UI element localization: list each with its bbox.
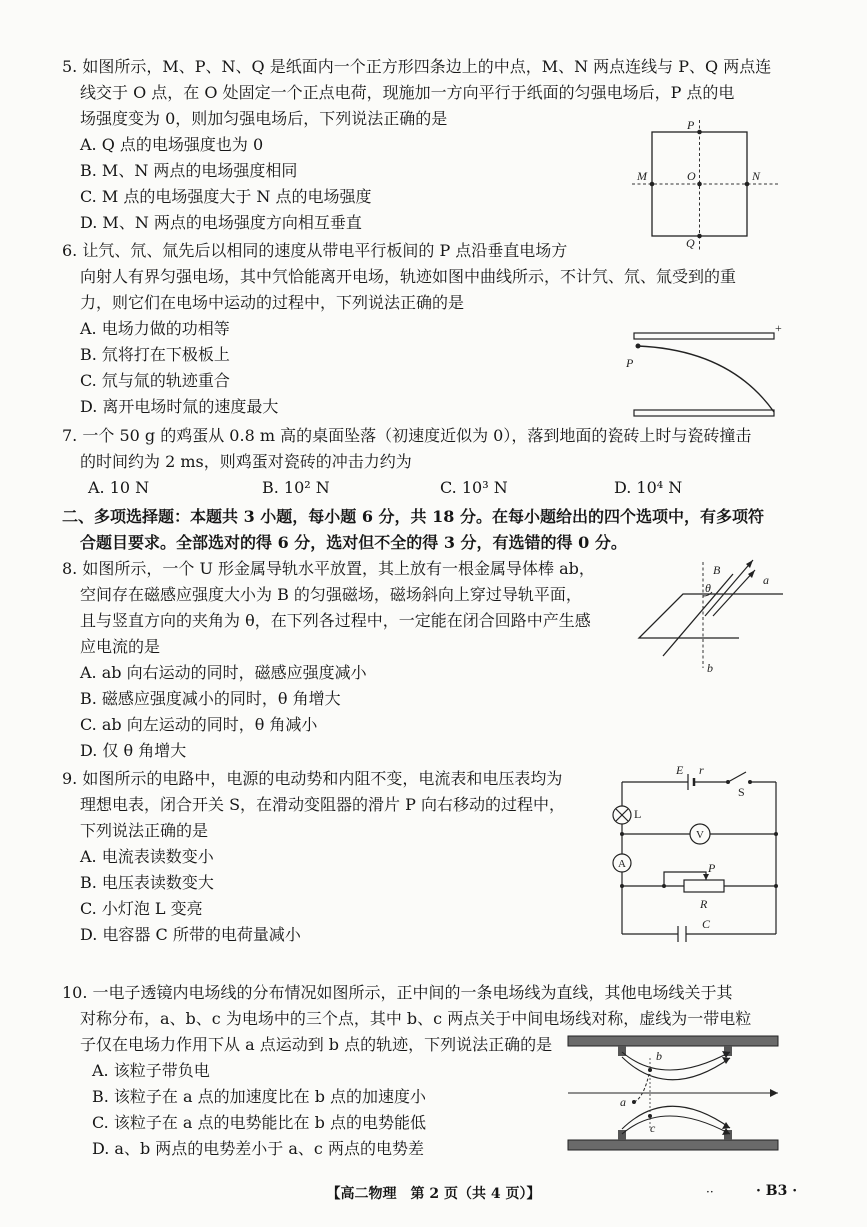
q8-stem-line-3: 且与竖直方向的夹角为 θ，在下列各过程中，一定能在闭合回路中产生感	[80, 611, 591, 630]
q7-stem-line-1: 7. 一个 50 g 的鸡蛋从 0.8 m 高的桌面坠落（初速度近似为 0），落到地面的瓷砖上时与瓷砖撞击	[62, 426, 752, 445]
q7-option-c: C. 10³ N	[440, 478, 508, 497]
q10-option-a: A. 该粒子带负电	[92, 1061, 210, 1080]
q5-label-q: Q	[686, 236, 695, 250]
q8-label-b: b	[707, 661, 713, 675]
q6-option-d: D. 离开电场时氚的速度最大	[80, 397, 279, 416]
q6-trajectory	[638, 346, 774, 412]
q10-lower-electrode	[568, 1140, 778, 1150]
q6-upper-plate	[634, 333, 774, 339]
q6-label-p: P	[626, 356, 634, 370]
q8-stem-line-1: 8. 如图所示，一个 U 形金属导轨水平放置，其上放有一根金属导体棒 ab，	[62, 559, 595, 578]
page-footer: 【高二物理 第 2 页（共 4 页）】	[326, 1186, 541, 1202]
q8-label-theta: θ	[705, 581, 711, 595]
q10-stem-line-2: 对称分布，a、b、c 为电场中的三个点，其中 b、c 两点关于中间电场线对称，虚线为一带电粒	[80, 1009, 752, 1028]
q7-option-b: B. 10² N	[262, 478, 330, 497]
q5-label-m: M	[637, 169, 647, 183]
page-code: · B3 ·	[756, 1183, 798, 1199]
q9-label-l: L	[634, 807, 642, 821]
q10-label-b: b	[656, 1049, 662, 1063]
section-2-heading-line-2: 合题目要求。全部选对的得 6 分，选对但不全的得 3 分，有选错的得 0 分。	[80, 533, 627, 552]
q6-plates-figure	[620, 322, 790, 422]
q6-lower-plate	[634, 410, 774, 416]
q10-option-d: D. a、b 两点的电势差小于 a、c 两点的电势差	[92, 1139, 424, 1158]
q10-upper-electrode	[568, 1036, 778, 1046]
q5-stem-line-2: 线交于 O 点，在 O 处固定一个正点电荷，现施加一方向平行于纸面的匀强电场后，P 点的电	[80, 83, 735, 102]
q8-label-a: a	[763, 573, 769, 587]
q9-stem-line-1: 9. 如图所示的电路中，电源的电动势和内阻不变，电流表和电压表均为	[62, 769, 563, 788]
q5-stem-line-3: 场强度变为 0，则加匀强电场后，下列说法正确的是	[80, 109, 448, 128]
q5-stem-line-1: 5. 如图所示，M、P、N、Q 是纸面内一个正方形四条边上的中点，M、N 两点连线与 P、Q 两点连	[62, 57, 772, 76]
q5-option-c: C. M 点的电场强度大于 N 点的电场强度	[80, 187, 372, 206]
q10-option-c: C. 该粒子在 a 点的电势能比在 b 点的电势能低	[92, 1113, 426, 1132]
q10-stem-line-1: 10. 一电子透镜内电场线的分布情况如图所示，正中间的一条电场线为直线，其他电场线关于其	[62, 983, 733, 1002]
q8-label-b-field: B	[713, 563, 721, 577]
q6-option-a: A. 电场力做的功相等	[80, 319, 230, 338]
q5-option-a: A. Q 点的电场强度也为 0	[80, 135, 264, 154]
q6-stem-line-3: 力，则它们在电场中运动的过程中，下列说法正确的是	[80, 293, 465, 312]
q8-stem-line-4: 应电流的是	[80, 637, 161, 656]
q9-circuit-figure	[600, 762, 790, 952]
q6-option-c: C. 氘与氚的轨迹重合	[80, 371, 230, 390]
q8-stem-line-2: 空间存在磁感应强度大小为 B 的匀强磁场，磁场斜向上穿过导轨平面，	[80, 585, 582, 604]
q7-option-d: D. 10⁴ N	[614, 478, 683, 497]
q9-label-s: S	[738, 785, 745, 799]
q9-stem-line-2: 理想电表，闭合开关 S，在滑动变阻器的滑片 P 向右移动的过程中，	[80, 795, 565, 814]
q9-label-c: C	[702, 917, 711, 931]
section-2-heading-line-1: 二、多项选择题：本题共 3 小题，每小题 6 分，共 18 分。在每小题给出的四个选项中，有多项符	[62, 507, 764, 526]
q8-rod-ab	[663, 574, 733, 656]
q8-option-c: C. ab 向左运动的同时，θ 角减小	[80, 715, 318, 734]
q9-option-d: D. 电容器 C 所带的电荷量减小	[80, 925, 301, 944]
q9-option-c: C. 小灯泡 L 变亮	[80, 899, 203, 918]
q8-rail-figure	[635, 556, 795, 686]
q8-option-a: A. ab 向右运动的同时，磁感应强度减小	[80, 663, 367, 682]
footer-dots: ··	[706, 1185, 714, 1199]
q6-stem-line-1: 6. 让氕、氘、氚先后以相同的速度从带电平行板间的 P 点沿垂直电场方	[62, 241, 568, 260]
q9-label-e: E	[676, 763, 684, 777]
q9-stem-line-3: 下列说法正确的是	[80, 821, 209, 840]
q6-option-b: B. 氘将打在下极板上	[80, 345, 230, 364]
q8-option-d: D. 仅 θ 角增大	[80, 741, 187, 760]
q5-option-d: D. M、N 两点的电场强度方向相互垂直	[80, 213, 362, 232]
q9-option-a: A. 电流表读数变小	[80, 847, 214, 866]
q5-label-p: P	[687, 118, 695, 132]
q8-option-b: B. 磁感应强度减小的同时，θ 角增大	[80, 689, 341, 708]
q10-label-c: c	[650, 1121, 656, 1135]
q10-option-b: B. 该粒子在 a 点的加速度比在 b 点的加速度小	[92, 1087, 427, 1106]
q6-stem-line-2: 向射人有界匀强电场，其中氕恰能离开电场，轨迹如图中曲线所示，不计氕、氘、氚受到的重	[80, 267, 737, 286]
q7-stem-line-2: 的时间约为 2 ms，则鸡蛋对瓷砖的冲击力约为	[80, 452, 412, 471]
q5-option-b: B. M、N 两点的电场强度相同	[80, 161, 298, 180]
q9-label-v: V	[696, 829, 704, 841]
q5-label-o: O	[687, 169, 696, 183]
q6-label-plus: +	[775, 321, 782, 335]
q5-square-figure	[630, 118, 790, 258]
q10-stem-line-3: 子仅在电场力作用下从 a 点运动到 b 点的轨迹，下列说法正确的是	[80, 1035, 553, 1054]
q5-label-n: N	[752, 169, 761, 183]
q9-label-r-rheostat: R	[700, 897, 708, 911]
q9-option-b: B. 电压表读数变大	[80, 873, 214, 892]
q7-option-a: A. 10 N	[88, 478, 150, 497]
q10-lens-figure	[564, 1030, 784, 1160]
q9-label-p: P	[708, 861, 716, 875]
q9-label-a: A	[618, 858, 626, 870]
q10-label-a: a	[620, 1095, 626, 1109]
q9-label-r: r	[699, 763, 704, 777]
